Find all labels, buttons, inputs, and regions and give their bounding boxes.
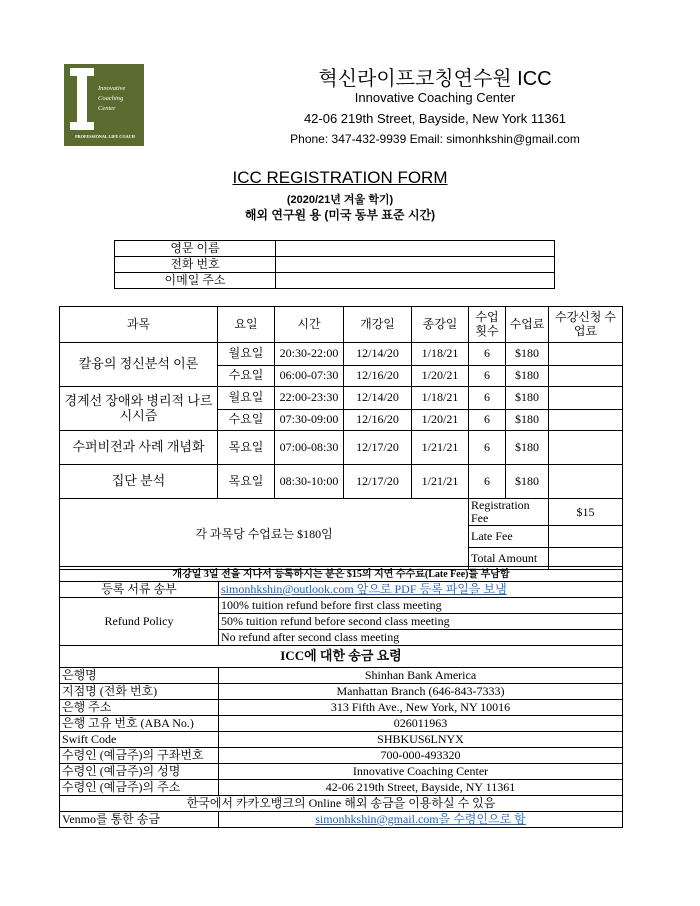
course-time: 07:00-08:30 <box>275 431 344 465</box>
email-field[interactable] <box>276 273 555 289</box>
wire-label: 은행명 <box>60 668 219 684</box>
name-field[interactable] <box>276 241 555 257</box>
wire-label: 수령인 (예금주)의 주소 <box>60 780 219 796</box>
refund-line: No refund after second class meeting <box>219 630 623 646</box>
kakao-note: 한국에서 카카오뱅크의 Online 해외 송금을 이용하실 수 있음 <box>60 796 623 812</box>
course-start: 12/16/20 <box>344 366 412 387</box>
wire-label: 은행 주소 <box>60 700 219 716</box>
course-time: 06:00-07:30 <box>275 366 344 387</box>
course-fee: $180 <box>506 343 549 366</box>
course-count: 6 <box>469 465 506 499</box>
course-day: 월요일 <box>218 387 275 410</box>
wire-value: 42-06 219th Street, Bayside, NY 11361 <box>219 780 623 796</box>
org-address: 42-06 219th Street, Bayside, New York 11361 <box>303 111 567 126</box>
course-day: 목요일 <box>218 431 275 465</box>
course-day: 수요일 <box>218 366 275 387</box>
total-amount-label: Total Amount <box>469 548 549 570</box>
course-start: 12/17/20 <box>344 431 412 465</box>
course-end: 1/20/21 <box>412 366 469 387</box>
icc-logo <box>64 64 144 146</box>
registration-fee-label: Registration Fee <box>469 499 549 526</box>
wire-label: 지점명 (전화 번호) <box>60 684 219 700</box>
col-end: 종강일 <box>412 307 469 343</box>
col-applied-fee: 수강신청 수업료 <box>549 307 623 343</box>
course-fee: $180 <box>506 410 549 431</box>
refund-line: 100% tuition refund before first class meeting <box>219 598 623 614</box>
table-row <box>60 343 623 366</box>
logo-letter-i <box>70 68 94 130</box>
course-count: 6 <box>469 366 506 387</box>
personal-info-table <box>114 240 555 289</box>
course-end: 1/18/21 <box>412 387 469 410</box>
late-fee-label: Late Fee <box>469 526 549 548</box>
submission-text <box>219 582 623 598</box>
course-name: 수퍼비전과 사례 개념화 <box>60 431 218 465</box>
wire-label: 은행 고유 번호 (ABA No.) <box>60 716 219 732</box>
col-time: 시간 <box>275 307 344 343</box>
wire-label: 수령인 (예금주)의 성명 <box>60 764 219 780</box>
wire-value: Shinhan Bank America <box>219 668 623 684</box>
wire-value: Manhattan Branch (646-843-7333) <box>219 684 623 700</box>
name-label: 영문 이름 <box>115 241 276 257</box>
course-time: 22:00-23:30 <box>275 387 344 410</box>
logo-tagline: PROFESSIONAL LIFE COACH <box>75 134 135 139</box>
applied-fee-cell[interactable] <box>549 343 623 366</box>
venmo-label: Venmo를 통한 송금 <box>60 812 219 828</box>
logo-text: Innovative Coaching Center <box>98 85 126 112</box>
course-count: 6 <box>469 387 506 410</box>
course-start: 12/16/20 <box>344 410 412 431</box>
table-row <box>60 431 623 465</box>
venmo-email-link[interactable]: simonhkshin@gmail.com <box>315 811 439 826</box>
form-audience: 해외 연구원 용 (미국 동부 표준 시간) <box>244 208 436 222</box>
info-table <box>59 566 623 828</box>
form-term: (2020/21년 겨울 학기) <box>286 194 394 206</box>
applied-fee-cell[interactable] <box>549 465 623 499</box>
late-fee-notice: 개강일 3일 전을 지나서 등록하시는 분은 $15의 지연 수수료(Late Fee)를 부담함 <box>60 567 623 582</box>
applied-fee-cell[interactable] <box>549 366 623 387</box>
course-time: 08:30-10:00 <box>275 465 344 499</box>
course-day: 수요일 <box>218 410 275 431</box>
course-count: 6 <box>469 431 506 465</box>
phone-field[interactable] <box>276 257 555 273</box>
applied-fee-cell[interactable] <box>549 387 623 410</box>
form-title: ICC REGISTRATION FORM <box>232 168 448 187</box>
course-fee: $180 <box>506 465 549 499</box>
wire-value: Innovative Coaching Center <box>219 764 623 780</box>
course-name: 집단 분석 <box>60 465 218 499</box>
course-fee: $180 <box>506 431 549 465</box>
wire-value: 700-000-493320 <box>219 748 623 764</box>
submission-email-link[interactable]: simonhkshin@outlook.com <box>221 581 354 596</box>
wire-value: 313 Fifth Ave., New York, NY 10016 <box>219 700 623 716</box>
course-time: 07:30-09:00 <box>275 410 344 431</box>
course-end: 1/18/21 <box>412 343 469 366</box>
col-fee: 수업료 <box>506 307 549 343</box>
applied-fee-cell[interactable] <box>549 410 623 431</box>
course-end: 1/20/21 <box>412 410 469 431</box>
course-day: 월요일 <box>218 343 275 366</box>
course-table <box>59 306 623 570</box>
refund-policy-label: Refund Policy <box>60 598 219 646</box>
course-time: 20:30-22:00 <box>275 343 344 366</box>
course-count: 6 <box>469 410 506 431</box>
course-start: 12/17/20 <box>344 465 412 499</box>
course-end: 1/21/21 <box>412 465 469 499</box>
course-start: 12/14/20 <box>344 343 412 366</box>
wire-value: 026011963 <box>219 716 623 732</box>
wire-label: 수령인 (예금주)의 구좌번호 <box>60 748 219 764</box>
applied-fee-cell[interactable] <box>549 431 623 465</box>
refund-line: 50% tuition refund before second class meeting <box>219 614 623 630</box>
phone-label: 전화 번호 <box>115 257 276 273</box>
course-fee: $180 <box>506 366 549 387</box>
course-fee: $180 <box>506 387 549 410</box>
venmo-text <box>219 812 623 828</box>
course-name: 경계선 장애와 병리적 나르시시즘 <box>60 387 218 431</box>
course-count: 6 <box>469 343 506 366</box>
col-count: 수업 횟수 <box>469 307 506 343</box>
org-contact: Phone: 347-432-9939 Email: simonhkshin@gmail.com <box>290 132 580 146</box>
submission-label: 등록 서류 송부 <box>60 582 219 598</box>
org-title-kr: 혁신라이프코칭연수원 ICC <box>318 68 552 90</box>
org-title-en: Innovative Coaching Center <box>354 90 516 105</box>
col-course: 과목 <box>60 307 218 343</box>
late-fee-field[interactable] <box>549 526 623 548</box>
venmo-instruction: 을 수령인으로 함 <box>438 811 526 826</box>
course-name: 칼융의 정신분석 이론 <box>60 343 218 387</box>
course-day: 목요일 <box>218 465 275 499</box>
wire-value: SHBKUS6LNYX <box>219 732 623 748</box>
course-start: 12/14/20 <box>344 387 412 410</box>
email-label: 이메일 주소 <box>115 273 276 289</box>
table-row <box>60 465 623 499</box>
table-row <box>60 387 623 410</box>
wire-title: ICC에 대한 송금 요령 <box>60 646 623 668</box>
col-day: 요일 <box>218 307 275 343</box>
wire-label: Swift Code <box>60 732 219 748</box>
submission-instruction: 앞으로 PDF 등록 파일을 보냄 <box>353 581 507 596</box>
course-end: 1/21/21 <box>412 431 469 465</box>
col-start: 개강일 <box>344 307 412 343</box>
fee-note: 각 과목당 수업료는 $180임 <box>60 499 469 570</box>
registration-fee-value: $15 <box>549 499 623 526</box>
